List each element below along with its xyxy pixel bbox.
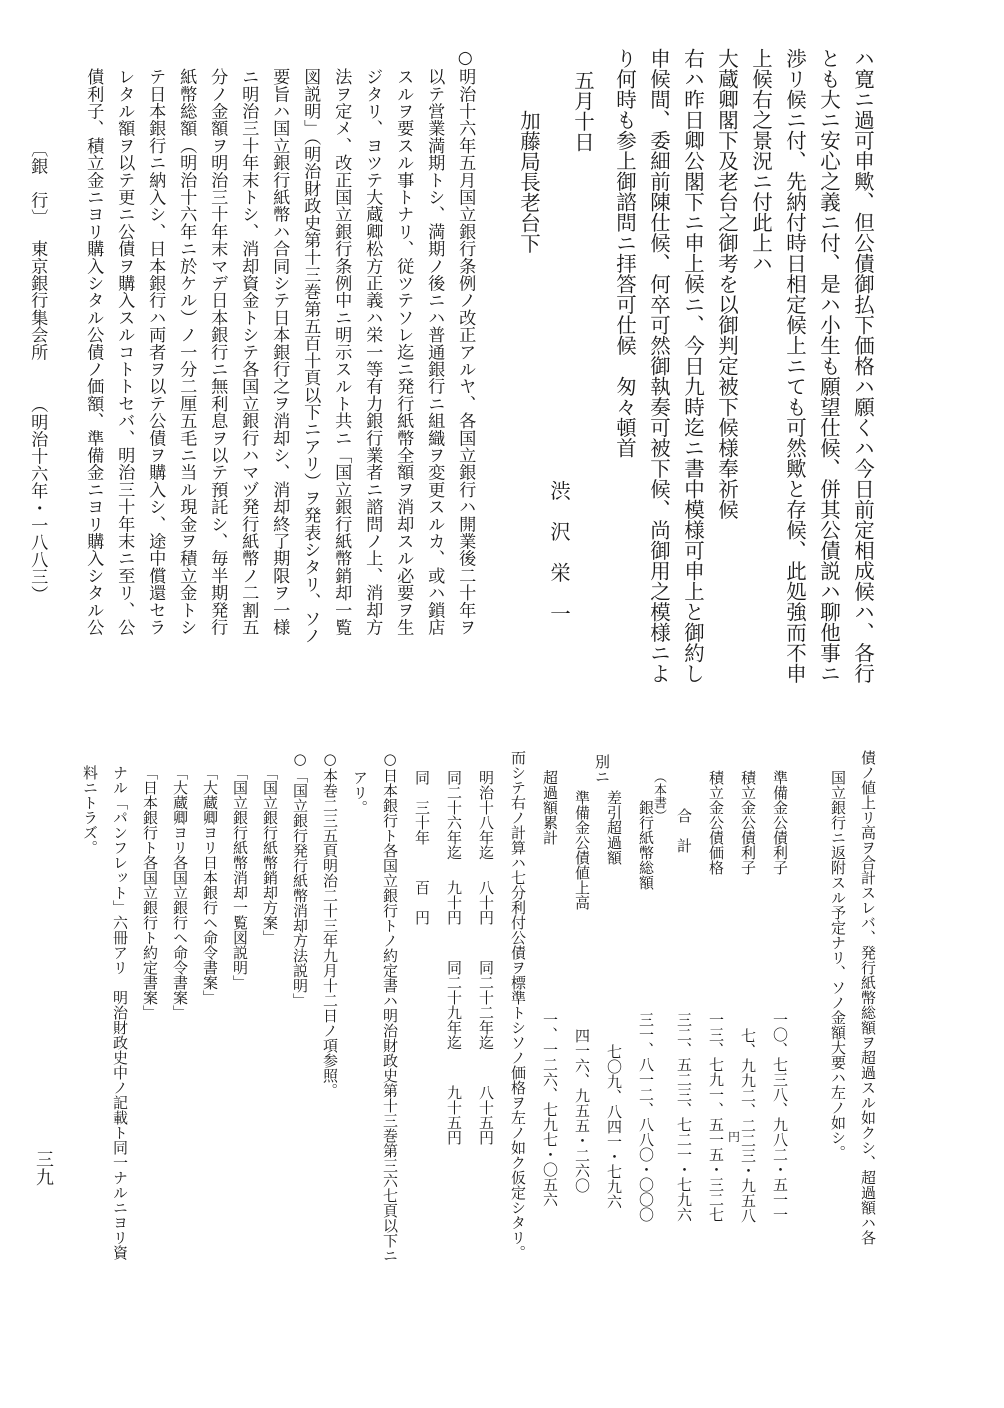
letter-signature: 渋 沢 栄 一 (546, 480, 571, 624)
table-value: 七、九九二、二二三・九五八 (739, 1028, 757, 1223)
ref-line: 「日本銀行ト各国立銀行ト約定書案」 (141, 765, 159, 1020)
ref-line: ○本巻二三五頁明治二十三年九月十二日ノ項参照。 (321, 750, 339, 1098)
ref-line: ○日本銀行ト各国立銀行トノ約定書ハ明治財政史第十三巻第三六七頁以下ニ (381, 750, 399, 1263)
table-label: 準備金公債利子 (771, 770, 789, 875)
price-value: 九十五円 (445, 1085, 463, 1145)
price-value: 八十五円 (477, 1085, 495, 1145)
price-value: 八十円 (477, 880, 495, 925)
table-value: 一三、七九一、五一五・三二七 (707, 1012, 725, 1222)
table-label: 合 計 (675, 808, 693, 853)
price-period: 同二十六年迄 (445, 770, 463, 860)
price-period: 同二十九年迄 (445, 960, 463, 1050)
table-label: 差引超過額 (605, 790, 623, 865)
table-label: 銀行紙幣総額 (637, 800, 655, 890)
ref-line: ナル「パンフレット」六冊アリ 明治財政史中ノ記載ト同一ナルニヨリ資 (111, 765, 129, 1260)
commentary-line: スルヲ要スル事トナリ、従ツテソレ迄ニ発行紙幣全額ヲ消却スル必要ヲ生 (393, 68, 414, 636)
table-label: 積立金公債価格 (707, 770, 725, 875)
commentary-line: 法ヲ定メ、改正国立銀行条例中ニ明示スルト共ニ「国立銀行紙幣銷却一覧 (331, 68, 352, 636)
table-value: 三一、八一二、八八〇・〇〇〇 (637, 1012, 655, 1222)
letter-line: 上候右之景況ニ付此上ハ (748, 48, 773, 274)
ref-line: アリ。 (351, 770, 369, 815)
letter-addressee: 加藤局長老台下 (516, 110, 541, 254)
letter-line: り何時も参上御諮問ニ拝答可仕候 匆々頓首 (612, 48, 637, 458)
betsu-note: 別ニ (593, 754, 611, 784)
table-value: 四一六、九五五・二六〇 (573, 1028, 591, 1193)
table-value: 三二、五二三、七二一・七九六 (675, 1012, 693, 1222)
ref-line: 「国立銀行紙幣銷却方案」 (261, 765, 279, 945)
letter-line: 渉リ候ニ付、先納付時日相定候上ニても可然歟と存候、此処強而不申 (782, 48, 807, 684)
intro-line: 国立銀行ニ返附スル予定ナリ、ソノ金額大要ハ左ノ如シ。 (829, 770, 847, 1160)
honsho-note: （本書） (651, 770, 666, 822)
footer-year: （明治十六年・一八八三） (27, 396, 48, 603)
commentary-line: 要旨ハ国立銀行紙幣ハ合同シテ日本銀行之ヲ消却シ、消却終了期限ヲ一様 (269, 68, 290, 636)
intro-line: 債ノ値上リ高ヲ合計スレバ、発行紙幣総額ヲ超過スル如クシ、超過額ハ各 (859, 750, 877, 1245)
ref-line: 「大蔵卿ヨリ日本銀行ヘ命令書案」 (201, 765, 219, 1005)
letter-line: 右ハ昨日卿公閣下ニ申上候ニ、今日九時迄ニ書中模様可申上と御約し (680, 48, 705, 684)
table-value: 七〇九、八四一・七九六 (605, 1044, 623, 1209)
table-label: 超過額累計 (541, 770, 559, 845)
letter-line: ハ寛ニ過可申歟、但公債御払下価格ハ願くハ今日前定相成候ハ、各行 (850, 48, 875, 684)
commentary-line: 紙幣総額（明治十六年ニ於ケル）ノ一分二厘五毛ニ当ル現金ヲ積立金トシ (176, 68, 197, 636)
letter-line: 大蔵卿閣下及老台之御考を以御判定被下候様奉祈候 (714, 48, 739, 520)
price-period: 同 三十年 (413, 770, 431, 845)
commentary-line: ジタリ、ヨツテ大蔵卿松方正義ハ栄一等有力銀行業者ニ諮問ノ上、消却方 (362, 68, 383, 636)
letter-date: 五月十日 (570, 70, 595, 152)
ref-line: 「国立銀行紙幣消却一覧図説明」 (231, 765, 249, 990)
table-label: 準備金公債値上高 (573, 790, 591, 910)
price-value: 百 円 (413, 880, 431, 925)
table-value: 一、一二六、七九七・〇五六 (541, 1012, 559, 1207)
letter-line: とも大ニ安心之義ニ付、是ハ小生も願望仕候、併其公債説ハ聊他事ニ (816, 48, 841, 684)
table-value: 一〇、七三八、九八二・五一一 (771, 1012, 789, 1222)
ref-line: 「大蔵卿ヨリ各国立銀行ヘ命令書案」 (171, 765, 189, 1020)
letter-line: 申候間、委細前陳仕候、何卒可然御執奏可被下候、尚御用之模様ニよ (646, 48, 671, 684)
table-label: 積立金公債利子 (739, 770, 757, 875)
price-period: 明治十八年迄 (477, 770, 495, 860)
commentary-line: レタル額ヲ以テ更ニ公債ヲ購入スルコトトセバ、明治三十年末ニ至リ、公 (114, 68, 135, 636)
unit-mark: 円 (728, 1130, 741, 1144)
price-period: 同二十二年迄 (477, 960, 495, 1050)
commentary-line: ○明治十六年五月国立銀行条例ノ改正アルヤ、各国立銀行ハ開業後二十年ヲ (455, 48, 476, 636)
commentary-line: 債利子、積立金ニヨリ購入シタル公債ノ価額、準備金ニヨリ購入シタル公 (83, 68, 104, 636)
assume-line: 而シテ右ノ計算ハ七分利付公債ヲ標準トシソノ価格ヲ左ノ如ク仮定シタリ。 (509, 750, 527, 1260)
footer-label: 〔銀 行〕 (27, 140, 48, 226)
commentary-line: テ日本銀行ニ納入シ、日本銀行ハ両者ヲ以テ公債ヲ購入シ、途中償還セラ (145, 68, 166, 636)
ref-line: ○「国立銀行発行紙幣消却方法説明」 (291, 750, 309, 1008)
commentary-line: ニ明治三十年末トシ、消却資金トシテ各国立銀行ハマヅ発行紙幣ノ二割五 (238, 68, 259, 636)
footer-source: 東京銀行集会所 (27, 240, 48, 361)
ref-line: 料ニトラズ。 (81, 765, 99, 855)
page-number: 三九 (33, 1150, 54, 1186)
commentary-line: 以テ営業満期トシ、満期ノ後ニハ普通銀行ニ組織ヲ変更スルカ、或ハ鎖店 (424, 68, 445, 636)
commentary-line: 分ノ金額ヲ明治三十年末マデ日本銀行ニ無利息ヲ以テ預託シ、毎半期発行 (207, 68, 228, 636)
commentary-line: 図説明」（明治財政史第十三巻第五百十頁以下ニアリ）ヲ発表シタリ、ソノ (300, 68, 321, 645)
price-value: 九十円 (445, 880, 463, 925)
